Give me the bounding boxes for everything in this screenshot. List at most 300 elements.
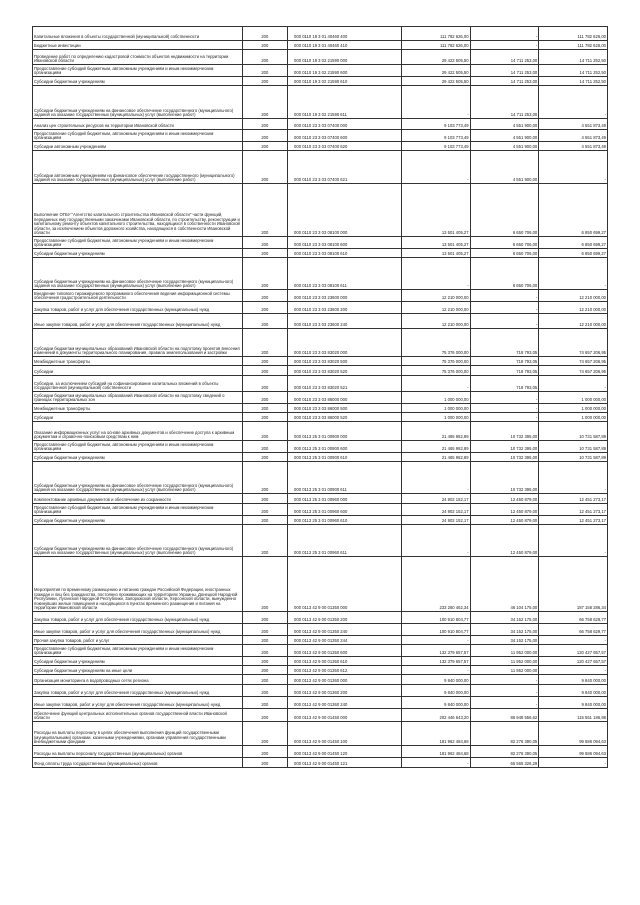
row-budget-code-cell: 000 0113 42 9 00 01360 200 bbox=[288, 685, 402, 697]
row-budget-code-cell: 000 0113 25 3 01 00960 610 bbox=[288, 516, 402, 525]
row-name-cell: Субсидии бюджетным учреждениям bbox=[33, 453, 243, 462]
row-approved-cell: 233 260 462,34 bbox=[401, 557, 470, 612]
row-remaining-cell: - bbox=[539, 525, 608, 557]
row-name-cell: Мероприятия по временному размещению и питанию граждан Российской Федерации, иностранных граждан и лиц без гражданства, постоянно проживающих на территориях Украины, Донецкой Народной Республики, Луганской Народной Республики, Запорожской области, Херсонской области, вынужденно покинувших жилые помещения и находящихся в пунктах временного размещения и питания на территории Ивановской области bbox=[33, 557, 243, 612]
row-approved-cell: 181 962 484,68 bbox=[401, 746, 470, 758]
table-row bbox=[33, 657, 608, 666]
row-approved-cell: 9 840 000,00 bbox=[401, 675, 470, 685]
row-name-cell: Фонд оплаты труда государственных (муниципальных) органов bbox=[33, 758, 243, 768]
row-name-cell: Обеспечение функций центральных исполнительных органов государственной власти Ивановской области bbox=[33, 709, 243, 722]
row-line-code-cell: 200 bbox=[242, 142, 287, 151]
row-remaining-cell: 1 000 000,00 bbox=[539, 413, 608, 422]
row-line-code-cell: 200 bbox=[242, 758, 287, 768]
row-approved-cell: 13 501 405,27 bbox=[401, 249, 470, 258]
row-approved-cell: 111 782 626,00 bbox=[401, 41, 470, 50]
row-approved-cell: 75 376 000,00 bbox=[401, 366, 470, 376]
row-approved-cell: 202 446 643,20 bbox=[401, 709, 470, 722]
row-name-cell: Субсидии бюджетным учреждениям bbox=[33, 249, 243, 258]
row-budget-code-cell: 000 0110 19 3 02 21590 611 bbox=[288, 86, 402, 119]
table-row bbox=[33, 237, 608, 249]
row-approved-cell: 9 840 000,00 bbox=[401, 685, 470, 697]
row-line-code-cell: 200 bbox=[242, 525, 287, 557]
row-executed-cell: 4 551 900,00 bbox=[470, 151, 539, 184]
row-remaining-cell: 14 711 252,50 bbox=[539, 77, 608, 86]
row-executed-cell: 82 276 390,05 bbox=[470, 746, 539, 758]
row-line-code-cell: 200 bbox=[242, 65, 287, 77]
row-executed-cell: 11 952 000,00 bbox=[470, 666, 539, 675]
row-executed-cell: - bbox=[470, 685, 539, 697]
table-row bbox=[33, 290, 608, 302]
row-name-cell: Проведение работ по определению кадастровой стоимости объектов недвижимости на территории Ивановской области bbox=[33, 50, 243, 65]
row-line-code-cell: 200 bbox=[242, 422, 287, 441]
row-name-cell: Субсидии бюджетным учреждениям bbox=[33, 657, 243, 666]
row-line-code-cell: 200 bbox=[242, 697, 287, 709]
row-remaining-cell: 10 731 587,89 bbox=[539, 441, 608, 453]
row-remaining-cell: 12 451 273,17 bbox=[539, 516, 608, 525]
row-remaining-cell: - bbox=[539, 462, 608, 494]
table-row bbox=[33, 314, 608, 329]
row-remaining-cell: 9 840 000,00 bbox=[539, 675, 608, 685]
row-executed-cell: 6 650 706,00 bbox=[470, 237, 539, 249]
row-name-cell: Субсидии бюджетным учреждениям на иные цели bbox=[33, 666, 243, 675]
row-name-cell: Субсидии, за исключением субсидий на софинансирование капитальных вложений в объекты государственной (муниципальной) собственности bbox=[33, 376, 243, 392]
row-line-code-cell: 200 bbox=[242, 376, 287, 392]
row-approved-cell: 13 501 405,27 bbox=[401, 184, 470, 237]
row-name-cell: Субсидии бюджетным учреждениям на финансовое обеспечение государственного (муниципального) задания на оказание государственных (муниципальных) услуг (выполнение работ) bbox=[33, 462, 243, 494]
row-approved-cell: 24 902 152,17 bbox=[401, 494, 470, 504]
row-budget-code-cell: 000 0113 42 9 00 01350 600 bbox=[288, 645, 402, 657]
row-remaining-cell: 66 758 629,77 bbox=[539, 612, 608, 624]
row-name-cell: Внедрение типового тиражируемого программного обеспечения ведения информационной системы обеспечения градостроительной деятельности bbox=[33, 290, 243, 302]
row-budget-code-cell: 000 0113 25 3 01 00960 600 bbox=[288, 504, 402, 516]
table-row bbox=[33, 27, 608, 41]
row-name-cell: Субсидии бюджетным учреждениям на финансовое обеспечение государственного (муниципального) задания на оказание государственных (муниципальных) услуг (выполнение работ) bbox=[33, 525, 243, 557]
row-line-code-cell: 200 bbox=[242, 258, 287, 290]
row-approved-cell: 75 376 000,00 bbox=[401, 357, 470, 366]
row-name-cell: Межбюджетные трансферты bbox=[33, 404, 243, 413]
row-remaining-cell: 187 156 286,34 bbox=[539, 557, 608, 612]
row-name-cell: Иные закупки товаров, работ и услуг для обеспечения государственных (муниципальных) нужд bbox=[33, 624, 243, 636]
table-row bbox=[33, 675, 608, 685]
row-remaining-cell: 1 000 000,00 bbox=[539, 392, 608, 404]
row-name-cell: Закупка товаров, работ и услуг для обеспечения государственных (муниципальных) нужд bbox=[33, 612, 243, 624]
row-budget-code-cell: 000 0113 25 3 01 00900 600 bbox=[288, 441, 402, 453]
row-line-code-cell: 200 bbox=[242, 130, 287, 142]
row-remaining-cell: 12 210 000,00 bbox=[539, 314, 608, 329]
row-budget-code-cell: 000 0110 23 3 03 23600 200 bbox=[288, 302, 402, 314]
table-row bbox=[33, 184, 608, 237]
row-executed-cell: - bbox=[470, 404, 539, 413]
row-name-cell: Субсидии бюджетным учреждениям bbox=[33, 77, 243, 86]
row-approved-cell: 1 000 000,00 bbox=[401, 413, 470, 422]
row-name-cell: Субсидии бюджетам муниципальных образований Ивановской области на подготовку проектов внесения изменений в документы территориального планирования, правила землепользования и застройки bbox=[33, 329, 243, 357]
row-remaining-cell: 1 000 000,00 bbox=[539, 404, 608, 413]
row-line-code-cell: 200 bbox=[242, 685, 287, 697]
row-budget-code-cell: 000 0110 23 3 03 86000 520 bbox=[288, 413, 402, 422]
row-name-cell: Капитальные вложения в объекты государственной (муниципальной) собственности bbox=[33, 27, 243, 41]
row-budget-code-cell: 000 0110 23 3 03 08100 600 bbox=[288, 237, 402, 249]
table-row bbox=[33, 722, 608, 746]
row-line-code-cell: 200 bbox=[242, 516, 287, 525]
row-line-code-cell: 200 bbox=[242, 184, 287, 237]
row-remaining-cell: 6 850 699,27 bbox=[539, 249, 608, 258]
table-row bbox=[33, 422, 608, 441]
row-remaining-cell: 14 711 252,50 bbox=[539, 65, 608, 77]
row-remaining-cell: - bbox=[539, 86, 608, 119]
row-approved-cell: 9 103 773,49 bbox=[401, 119, 470, 130]
row-line-code-cell: 200 bbox=[242, 441, 287, 453]
table-row bbox=[33, 130, 608, 142]
row-budget-code-cell: 000 0113 25 3 01 00900 610 bbox=[288, 453, 402, 462]
table-row bbox=[33, 685, 608, 697]
row-remaining-cell: 12 451 273,17 bbox=[539, 494, 608, 504]
row-line-code-cell: 200 bbox=[242, 709, 287, 722]
row-remaining-cell: 4 551 873,49 bbox=[539, 119, 608, 130]
row-line-code-cell: 200 bbox=[242, 746, 287, 758]
row-executed-cell: - bbox=[470, 392, 539, 404]
row-remaining-cell: 74 657 206,95 bbox=[539, 329, 608, 357]
row-budget-code-cell: 000 0110 23 3 03 08100 611 bbox=[288, 258, 402, 290]
row-budget-code-cell: 000 0113 42 9 00 01450 000 bbox=[288, 709, 402, 722]
row-remaining-cell: - bbox=[539, 376, 608, 392]
row-approved-cell: 21 465 982,89 bbox=[401, 422, 470, 441]
row-budget-code-cell: 000 0113 25 3 01 00900 000 bbox=[288, 422, 402, 441]
row-remaining-cell: 99 686 094,63 bbox=[539, 722, 608, 746]
row-line-code-cell: 200 bbox=[242, 77, 287, 86]
row-budget-code-cell: 000 0110 23 3 03 07400 620 bbox=[288, 142, 402, 151]
row-budget-code-cell: 000 0110 23 3 03 83020 520 bbox=[288, 366, 402, 376]
table-row bbox=[33, 50, 608, 65]
row-budget-code-cell: 000 0113 25 3 01 00960 000 bbox=[288, 494, 402, 504]
row-line-code-cell: 200 bbox=[242, 636, 287, 645]
row-line-code-cell: 200 bbox=[242, 86, 287, 119]
row-remaining-cell: 120 427 657,57 bbox=[539, 657, 608, 666]
row-executed-cell: 12 450 879,00 bbox=[470, 494, 539, 504]
row-name-cell: Субсидии бюджетным учреждениям bbox=[33, 516, 243, 525]
row-remaining-cell: 111 782 626,00 bbox=[539, 27, 608, 41]
row-name-cell: Предоставление субсидий бюджетным, автономным учреждениям и иным некоммерческим организациям bbox=[33, 645, 243, 657]
row-approved-cell: 100 910 804,77 bbox=[401, 612, 470, 624]
row-executed-cell: 10 732 395,00 bbox=[470, 453, 539, 462]
row-executed-cell: 65 565 326,29 bbox=[470, 758, 539, 768]
table-row bbox=[33, 746, 608, 758]
row-approved-cell: 24 902 152,17 bbox=[401, 516, 470, 525]
table-row bbox=[33, 453, 608, 462]
row-approved-cell: 12 210 000,00 bbox=[401, 302, 470, 314]
table-row bbox=[33, 709, 608, 722]
row-line-code-cell: 200 bbox=[242, 249, 287, 258]
row-budget-code-cell: 000 0110 23 3 03 83020 500 bbox=[288, 357, 402, 366]
row-name-cell: Субсидии bbox=[33, 413, 243, 422]
row-executed-cell: 14 711 253,00 bbox=[470, 65, 539, 77]
row-line-code-cell: 200 bbox=[242, 50, 287, 65]
row-budget-code-cell: 000 0110 19 3 02 21590 600 bbox=[288, 65, 402, 77]
row-executed-cell: 11 952 000,00 bbox=[470, 645, 539, 657]
table-row bbox=[33, 249, 608, 258]
row-name-cell: Бюджетные инвестиции bbox=[33, 41, 243, 50]
row-remaining-cell: 120 427 657,57 bbox=[539, 645, 608, 657]
table-row bbox=[33, 697, 608, 709]
row-budget-code-cell: 000 0110 19 3 02 21590 000 bbox=[288, 50, 402, 65]
row-executed-cell: 10 732 395,00 bbox=[470, 422, 539, 441]
table-row bbox=[33, 404, 608, 413]
row-approved-cell: - bbox=[401, 666, 470, 675]
row-executed-cell: 6 650 706,00 bbox=[470, 249, 539, 258]
table-row bbox=[33, 504, 608, 516]
row-line-code-cell: 200 bbox=[242, 413, 287, 422]
row-executed-cell: 10 732 395,00 bbox=[470, 441, 539, 453]
row-executed-cell: 86 948 556,62 bbox=[470, 709, 539, 722]
table-row bbox=[33, 525, 608, 557]
row-approved-cell: 12 210 000,00 bbox=[401, 290, 470, 302]
row-executed-cell: - bbox=[470, 697, 539, 709]
row-name-cell: Иные закупки товаров, работ и услуг для обеспечения государственных (муниципальных) нужд bbox=[33, 697, 243, 709]
row-executed-cell: 12 450 879,00 bbox=[470, 516, 539, 525]
row-line-code-cell: 200 bbox=[242, 290, 287, 302]
table-row bbox=[33, 119, 608, 130]
row-approved-cell: 75 376 000,00 bbox=[401, 329, 470, 357]
row-budget-code-cell: 000 0113 42 9 00 01350 000 bbox=[288, 557, 402, 612]
row-budget-code-cell: 000 0110 23 3 03 86000 000 bbox=[288, 392, 402, 404]
row-name-cell: Предоставление субсидий бюджетным, автономным учреждениям и иным некоммерческим организациям bbox=[33, 237, 243, 249]
row-name-cell: Оказание информационных услуг на основе архивных документов и обеспечение доступа к архивным документам и справочно-поисковым средствам к ним bbox=[33, 422, 243, 441]
row-budget-code-cell: 000 0110 23 3 03 83020 000 bbox=[288, 329, 402, 357]
row-executed-cell: 82 276 390,05 bbox=[470, 722, 539, 746]
row-executed-cell: 718 793,05 bbox=[470, 329, 539, 357]
row-name-cell: Субсидии бюджетам муниципальных образований Ивановской области на подготовку сведений о границах территориальных зон bbox=[33, 392, 243, 404]
table-row bbox=[33, 302, 608, 314]
row-executed-cell: 718 793,05 bbox=[470, 366, 539, 376]
row-budget-code-cell: 000 0110 23 3 03 08100 000 bbox=[288, 184, 402, 237]
row-remaining-cell: 99 686 094,63 bbox=[539, 746, 608, 758]
row-name-cell: Прочая закупка товаров, работ и услуг bbox=[33, 636, 243, 645]
row-budget-code-cell: 000 0110 23 3 03 07400 600 bbox=[288, 130, 402, 142]
table-row bbox=[33, 494, 608, 504]
row-name-cell: Закупка товаров, работ и услуг для обеспечения государственных (муниципальных) нужд bbox=[33, 302, 243, 314]
row-executed-cell: 4 551 900,00 bbox=[470, 130, 539, 142]
row-executed-cell: - bbox=[470, 290, 539, 302]
row-executed-cell: 34 152 175,00 bbox=[470, 636, 539, 645]
row-approved-cell: 1 000 000,00 bbox=[401, 392, 470, 404]
row-budget-code-cell: 000 0110 23 3 03 23600 240 bbox=[288, 314, 402, 329]
row-approved-cell: - bbox=[401, 525, 470, 557]
row-approved-cell: - bbox=[401, 86, 470, 119]
row-line-code-cell: 200 bbox=[242, 675, 287, 685]
row-executed-cell: - bbox=[470, 27, 539, 41]
row-executed-cell: 10 732 395,00 bbox=[470, 462, 539, 494]
row-line-code-cell: 200 bbox=[242, 314, 287, 329]
row-remaining-cell: 4 551 873,49 bbox=[539, 130, 608, 142]
row-approved-cell: 132 379 657,57 bbox=[401, 645, 470, 657]
budget-table-body bbox=[33, 27, 608, 768]
row-name-cell: Иные закупки товаров, работ и услуг для обеспечения государственных (муниципальных) нужд bbox=[33, 314, 243, 329]
row-remaining-cell: - bbox=[539, 258, 608, 290]
row-budget-code-cell: 000 0110 23 3 03 08100 610 bbox=[288, 249, 402, 258]
table-row bbox=[33, 516, 608, 525]
row-approved-cell: 9 103 773,49 bbox=[401, 130, 470, 142]
row-budget-code-cell: 000 0113 25 3 01 00960 611 bbox=[288, 525, 402, 557]
row-name-cell: Организация мониторинга в водопроводных сетях региона bbox=[33, 675, 243, 685]
row-remaining-cell: 66 758 629,77 bbox=[539, 624, 608, 636]
row-approved-cell: 29 422 505,50 bbox=[401, 50, 470, 65]
row-remaining-cell: 6 850 699,27 bbox=[539, 237, 608, 249]
row-line-code-cell: 200 bbox=[242, 357, 287, 366]
row-executed-cell: - bbox=[470, 413, 539, 422]
row-executed-cell: 14 711 253,00 bbox=[470, 86, 539, 119]
row-approved-cell: - bbox=[401, 258, 470, 290]
row-approved-cell: - bbox=[401, 376, 470, 392]
row-line-code-cell: 200 bbox=[242, 392, 287, 404]
row-remaining-cell: 10 731 587,89 bbox=[539, 422, 608, 441]
row-approved-cell: 24 902 152,17 bbox=[401, 504, 470, 516]
row-approved-cell: 21 465 982,89 bbox=[401, 453, 470, 462]
row-line-code-cell: 200 bbox=[242, 302, 287, 314]
row-name-cell: Субсидии автономным учреждениям bbox=[33, 142, 243, 151]
row-executed-cell: 46 104 175,00 bbox=[470, 557, 539, 612]
row-executed-cell: 12 450 879,00 bbox=[470, 525, 539, 557]
table-row bbox=[33, 441, 608, 453]
row-line-code-cell: 200 bbox=[242, 119, 287, 130]
row-approved-cell: 12 210 000,00 bbox=[401, 314, 470, 329]
row-executed-cell: 11 952 000,00 bbox=[470, 657, 539, 666]
row-executed-cell: - bbox=[470, 314, 539, 329]
row-executed-cell: 718 793,05 bbox=[470, 376, 539, 392]
row-budget-code-cell: 000 0113 42 9 00 01350 244 bbox=[288, 636, 402, 645]
row-approved-cell: - bbox=[401, 636, 470, 645]
row-name-cell: Закупка товаров, работ и услуг для обеспечения государственных (муниципальных) нужд bbox=[33, 685, 243, 697]
table-row bbox=[33, 376, 608, 392]
row-remaining-cell: - bbox=[539, 151, 608, 184]
row-executed-cell: - bbox=[470, 302, 539, 314]
row-name-cell: Субсидии автономным учреждениям на финансовое обеспечение государственного (муниципального) задания на оказание государственных (муниципальных) услуг (выполнение работ) bbox=[33, 151, 243, 184]
row-approved-cell: - bbox=[401, 462, 470, 494]
row-remaining-cell: 4 551 873,49 bbox=[539, 142, 608, 151]
row-name-cell: Межбюджетные трансферты bbox=[33, 357, 243, 366]
table-row bbox=[33, 666, 608, 675]
row-approved-cell: 132 379 657,57 bbox=[401, 657, 470, 666]
row-executed-cell: 6 650 706,00 bbox=[470, 184, 539, 237]
row-budget-code-cell: 000 0113 42 9 00 01350 612 bbox=[288, 666, 402, 675]
row-name-cell: Расходы на выплаты персоналу в целях обеспечения выполнения функций государственными (муниципальными) органами, казенными учреждениями, органами управления государственными внебюджетными фондами bbox=[33, 722, 243, 746]
row-name-cell: Предоставление субсидий бюджетным, автономным учреждениям и иным некоммерческим организациям bbox=[33, 130, 243, 142]
row-executed-cell: - bbox=[470, 41, 539, 50]
row-budget-code-cell: 000 0113 42 9 00 01360 240 bbox=[288, 697, 402, 709]
row-line-code-cell: 200 bbox=[242, 666, 287, 675]
row-approved-cell: 181 962 484,68 bbox=[401, 722, 470, 746]
row-approved-cell: - bbox=[401, 151, 470, 184]
table-row bbox=[33, 392, 608, 404]
row-remaining-cell: 12 210 000,00 bbox=[539, 290, 608, 302]
row-executed-cell: 34 152 175,00 bbox=[470, 624, 539, 636]
row-budget-code-cell: 000 0113 42 9 00 01350 240 bbox=[288, 624, 402, 636]
row-line-code-cell: 200 bbox=[242, 462, 287, 494]
table-row bbox=[33, 758, 608, 768]
row-budget-code-cell: 000 0113 42 9 00 01350 610 bbox=[288, 657, 402, 666]
row-approved-cell: 9 840 000,00 bbox=[401, 697, 470, 709]
table-row bbox=[33, 86, 608, 119]
row-line-code-cell: 200 bbox=[242, 404, 287, 413]
row-name-cell: Выполнение ОГБУ "Агентство капитального строительства Ивановской области" части функций, переданных ему государственными заказчиками Ивановской области, по строительству, реконструкции и капитальному ремонту объектов капитального строительства, находящихся в собственности Ивановской области, за исключением объектов дорожного хозяйства, находящихся в собственности Ивановской области bbox=[33, 184, 243, 237]
row-executed-cell: 6 650 706,00 bbox=[470, 258, 539, 290]
row-line-code-cell: 200 bbox=[242, 624, 287, 636]
row-line-code-cell: 200 bbox=[242, 41, 287, 50]
row-approved-cell: 29 422 505,50 bbox=[401, 65, 470, 77]
row-name-cell: Предоставление субсидий бюджетным, автономным учреждениям и иным некоммерческим организациям bbox=[33, 65, 243, 77]
table-row bbox=[33, 357, 608, 366]
row-remaining-cell: 10 731 587,89 bbox=[539, 453, 608, 462]
row-name-cell: Субсидии bbox=[33, 366, 243, 376]
row-remaining-cell: 111 782 626,00 bbox=[539, 41, 608, 50]
row-executed-cell: 718 793,05 bbox=[470, 357, 539, 366]
table-row bbox=[33, 462, 608, 494]
row-remaining-cell: 12 451 273,17 bbox=[539, 504, 608, 516]
row-line-code-cell: 200 bbox=[242, 366, 287, 376]
table-row bbox=[33, 329, 608, 357]
row-budget-code-cell: 000 0110 23 3 03 07400 000 bbox=[288, 119, 402, 130]
row-approved-cell: 9 103 773,49 bbox=[401, 142, 470, 151]
row-approved-cell: - bbox=[401, 758, 470, 768]
table-row bbox=[33, 77, 608, 86]
row-line-code-cell: 200 bbox=[242, 645, 287, 657]
table-row bbox=[33, 612, 608, 624]
row-remaining-cell: - bbox=[539, 758, 608, 768]
table-row bbox=[33, 557, 608, 612]
table-row bbox=[33, 65, 608, 77]
row-executed-cell: 14 711 253,00 bbox=[470, 50, 539, 65]
table-row bbox=[33, 624, 608, 636]
row-name-cell: Расходы на выплаты персоналу государственных (муниципальных) органов bbox=[33, 746, 243, 758]
table-row bbox=[33, 41, 608, 50]
row-remaining-cell: 74 657 206,95 bbox=[539, 366, 608, 376]
row-executed-cell: 4 551 900,00 bbox=[470, 142, 539, 151]
row-remaining-cell: 74 657 206,95 bbox=[539, 357, 608, 366]
table-row bbox=[33, 366, 608, 376]
row-remaining-cell: 6 850 699,27 bbox=[539, 184, 608, 237]
row-remaining-cell: 14 711 252,50 bbox=[539, 50, 608, 65]
row-name-cell: Предоставление субсидий бюджетным, автономным учреждениям и иным некоммерческим организациям bbox=[33, 441, 243, 453]
row-remaining-cell: - bbox=[539, 666, 608, 675]
row-line-code-cell: 200 bbox=[242, 27, 287, 41]
row-budget-code-cell: 000 0113 42 9 00 01450 100 bbox=[288, 722, 402, 746]
row-remaining-cell: 9 840 000,00 bbox=[539, 697, 608, 709]
row-budget-code-cell: 000 0110 23 3 03 07400 621 bbox=[288, 151, 402, 184]
row-budget-code-cell: 000 0110 23 3 03 23600 000 bbox=[288, 290, 402, 302]
row-name-cell: Комплектование архивных документов и обеспечение их сохранности bbox=[33, 494, 243, 504]
budget-table bbox=[32, 26, 608, 768]
row-budget-code-cell: 000 0113 42 9 00 01450 120 bbox=[288, 746, 402, 758]
row-executed-cell: 34 152 175,00 bbox=[470, 612, 539, 624]
row-line-code-cell: 200 bbox=[242, 151, 287, 184]
row-executed-cell: 4 551 900,00 bbox=[470, 119, 539, 130]
row-approved-cell: 111 782 626,00 bbox=[401, 27, 470, 41]
row-remaining-cell: 9 840 000,00 bbox=[539, 685, 608, 697]
row-name-cell: Предоставление субсидий бюджетным, автономным учреждениям и иным некоммерческим организациям bbox=[33, 504, 243, 516]
row-approved-cell: 1 000 000,00 bbox=[401, 404, 470, 413]
row-line-code-cell: 200 bbox=[242, 494, 287, 504]
row-budget-code-cell: 000 0113 42 9 00 01450 121 bbox=[288, 758, 402, 768]
row-budget-code-cell: 000 0110 23 3 03 83020 521 bbox=[288, 376, 402, 392]
row-budget-code-cell: 000 0110 19 3 02 21590 610 bbox=[288, 77, 402, 86]
table-row bbox=[33, 645, 608, 657]
row-executed-cell: - bbox=[470, 675, 539, 685]
row-line-code-cell: 200 bbox=[242, 722, 287, 746]
row-line-code-cell: 200 bbox=[242, 453, 287, 462]
row-budget-code-cell: 000 0110 23 3 03 86000 500 bbox=[288, 404, 402, 413]
row-line-code-cell: 200 bbox=[242, 657, 287, 666]
row-name-cell: Субсидии бюджетным учреждениям на финансовое обеспечение государственного (муниципального) задания на оказание государственных (муниципальных) услуг (выполнение работ) bbox=[33, 86, 243, 119]
row-approved-cell: 21 465 982,89 bbox=[401, 441, 470, 453]
table-row bbox=[33, 636, 608, 645]
